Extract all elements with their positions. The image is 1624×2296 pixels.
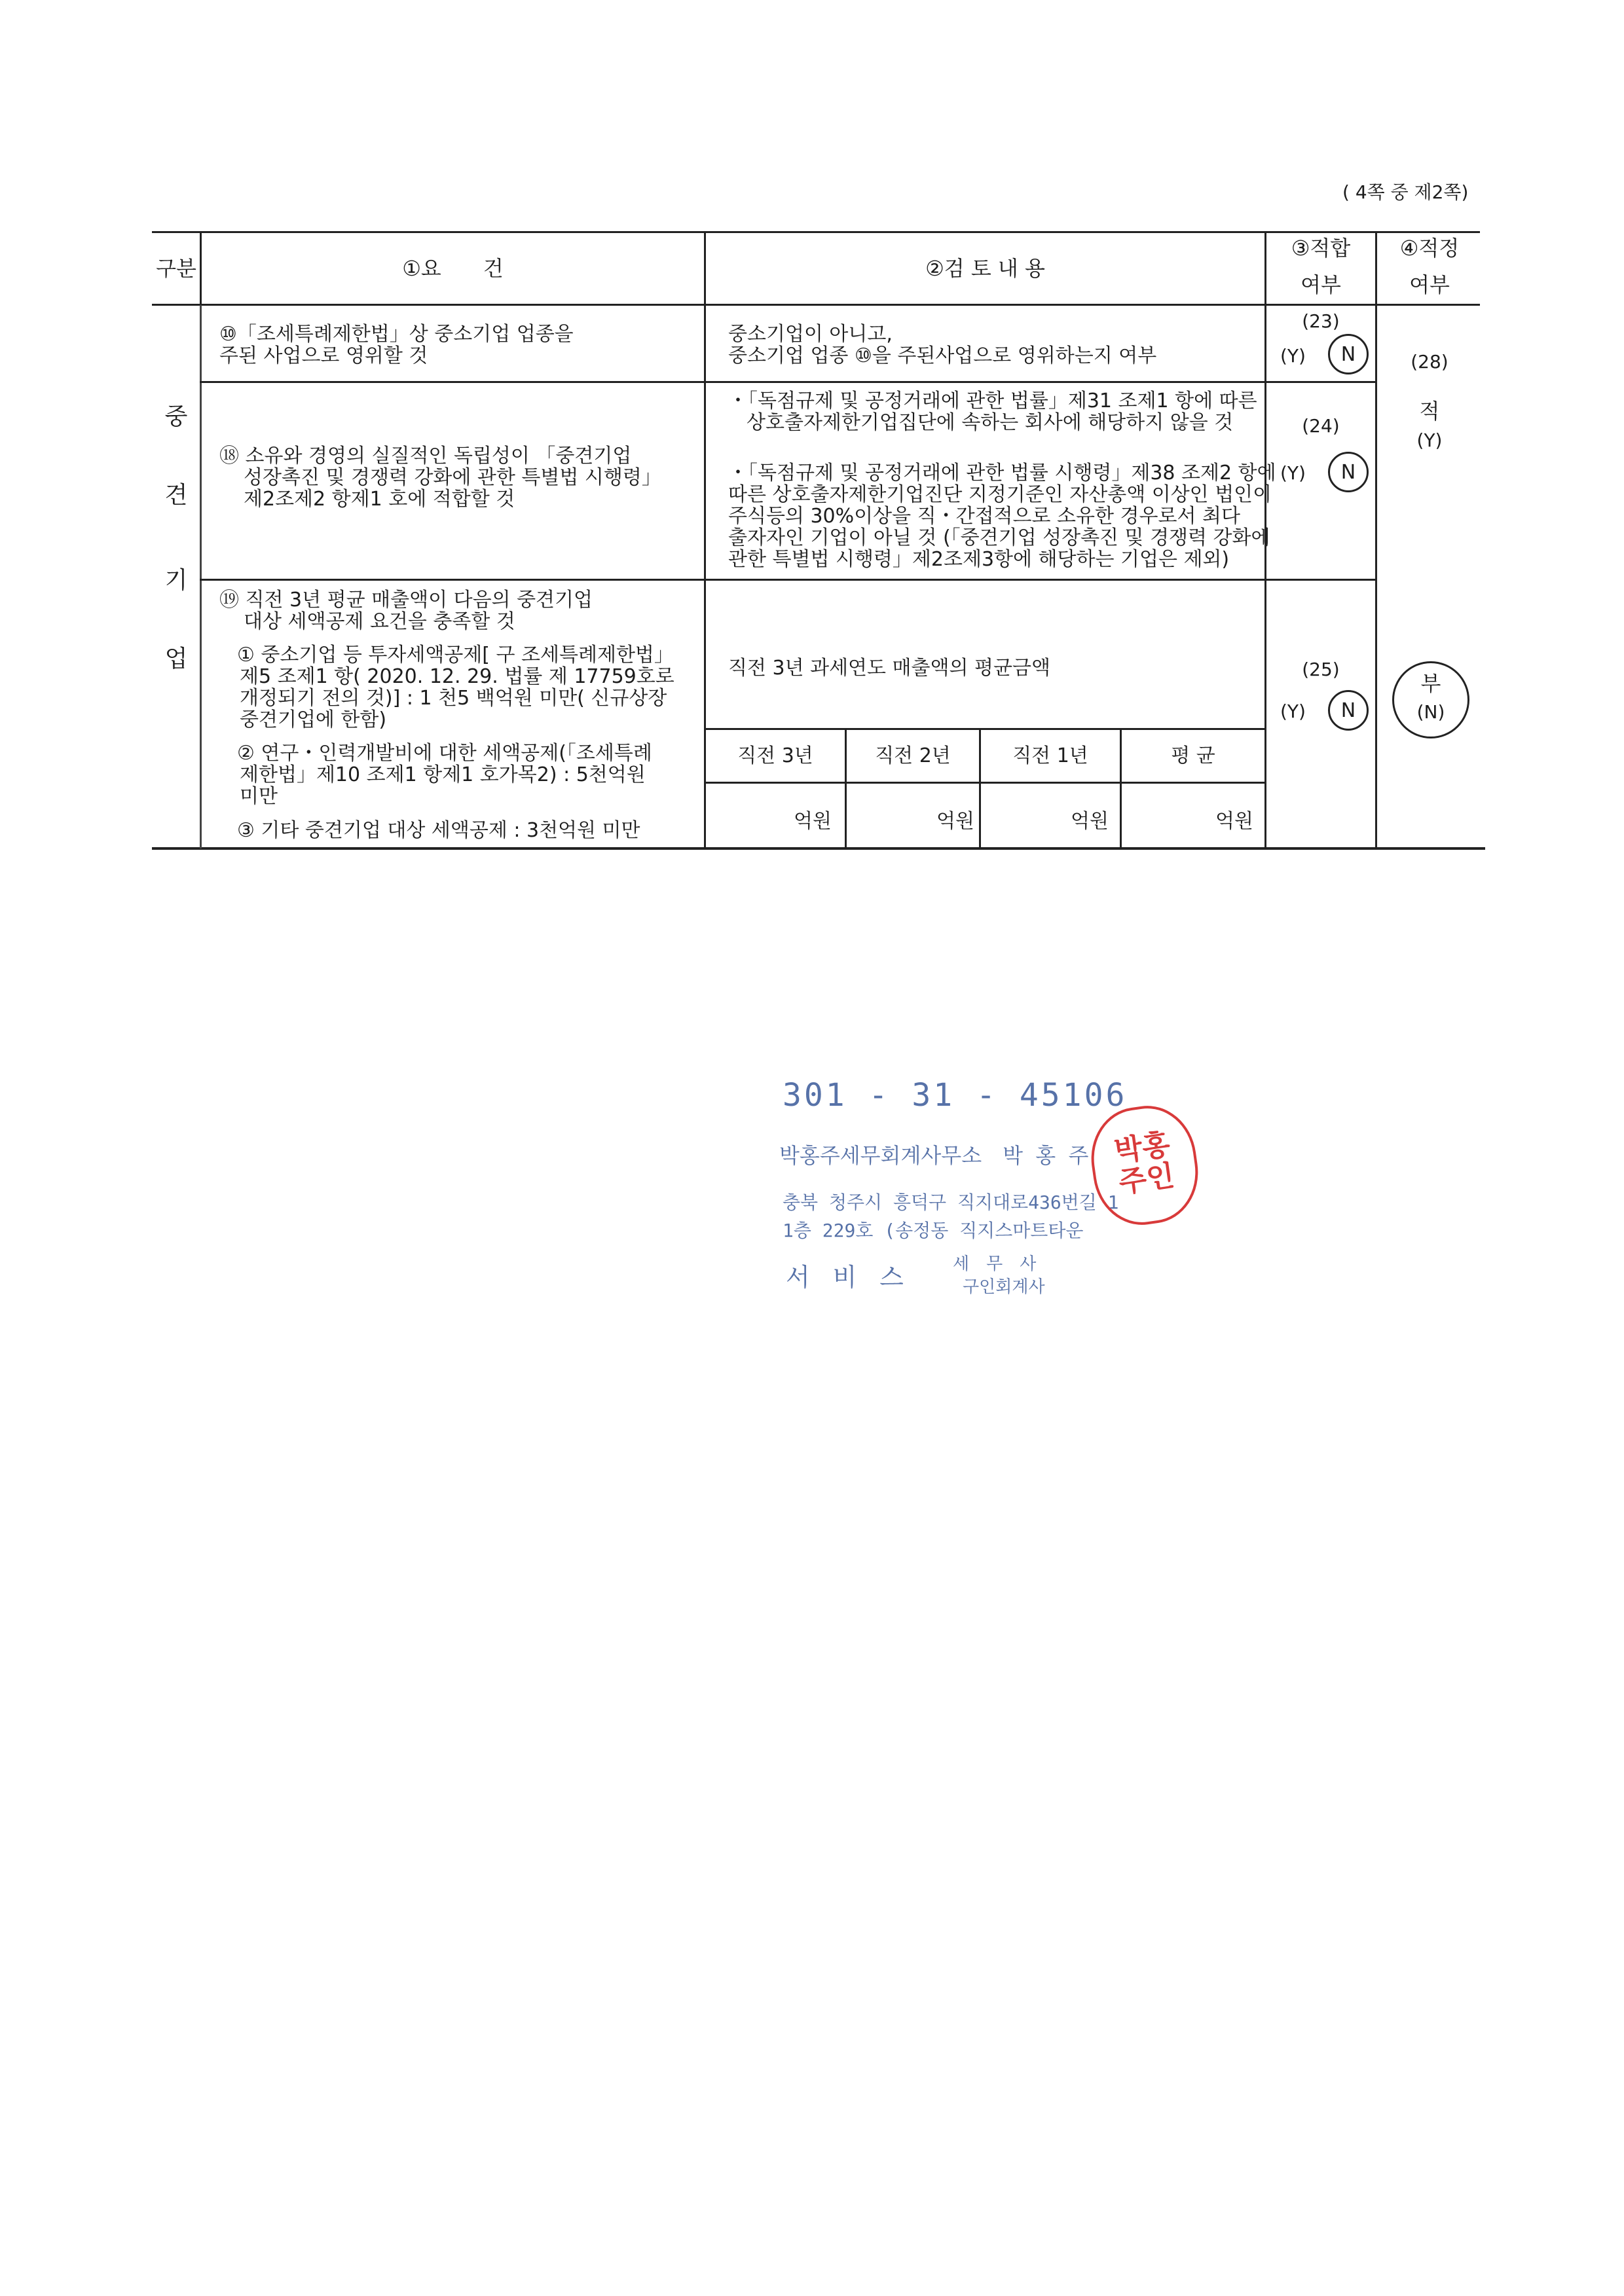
row2-fit-y: (Y) bbox=[1280, 462, 1306, 484]
proper-result-bottom: (N) bbox=[1416, 701, 1445, 723]
header-proper-line1: ④적정 bbox=[1399, 236, 1460, 261]
sub-header-1yr: 직전 1년 bbox=[1012, 744, 1088, 767]
row3-sub2-line: 제한법」제10 조제1 항제1 호가목2) : 5천억원 bbox=[240, 763, 646, 786]
header-fit-line1: ③적합 bbox=[1291, 236, 1351, 261]
proper-result-top: 부 bbox=[1420, 671, 1441, 696]
category-char: 견 bbox=[164, 482, 188, 509]
row2-review-line: ・「독점규제 및 공정거래에 관한 법률」제31 조제1 항에 따른 bbox=[728, 390, 1257, 412]
sub-header-avg: 평 균 bbox=[1171, 744, 1215, 767]
row2-review-line: 관한 특별법 시행령」제2조제3항에 해당하는 기업은 제외) bbox=[728, 548, 1230, 571]
row3-requirement-line: ⑲ 직전 3년 평균 매출액이 다음의 중견기업 bbox=[219, 589, 593, 611]
category-char: 업 bbox=[164, 646, 188, 672]
header-bottom-border bbox=[152, 304, 1480, 306]
stamp-address-line1: 충북 청주시 흥덕구 직지대로436번길 1 bbox=[783, 1192, 1119, 1213]
header-category: 구분 bbox=[156, 256, 196, 281]
seal-stamp: 박홍 주인 bbox=[1084, 1100, 1204, 1231]
category-char: 중 bbox=[164, 403, 188, 430]
category-char: 기 bbox=[164, 567, 188, 594]
row3-sub1-line: 중견기업에 한함) bbox=[240, 708, 387, 731]
row1-fit-y: (Y) bbox=[1280, 345, 1306, 367]
row3-requirement-line: 대상 세액공제 요건을 충족할 것 bbox=[244, 610, 515, 633]
stamp-reg-number: 301 - 31 - 45106 bbox=[783, 1077, 1128, 1114]
sub-value-3yr: 억원 bbox=[794, 810, 832, 833]
row2-review-line: ・「독점규제 및 공정거래에 관한 법률 시행령」제38 조제2 항에 bbox=[728, 462, 1276, 484]
row3-fit-n-circled: N bbox=[1328, 690, 1369, 731]
row2-requirement-line: 성장촉진 및 경쟁력 강화에 관한 특별법 시행령」 bbox=[244, 466, 661, 489]
row3-sub3-line: ③ 기타 중견기업 대상 세액공제 : 3천억원 미만 bbox=[237, 819, 640, 842]
row2-review-line: 따른 상호출자제한기업진단 지정기준인 자산총액 이상인 법인이 bbox=[728, 483, 1272, 506]
sub-value-2yr: 억원 bbox=[936, 810, 974, 833]
table-bottom-border bbox=[152, 847, 1485, 850]
row2-requirement-line: 제2조제2 항제1 호에 적합할 것 bbox=[244, 488, 515, 511]
header-review: ②검 토 내 용 bbox=[925, 256, 1045, 281]
row3-sub1-line: ① 중소기업 등 투자세액공제[ 구 조세특례제한법」 bbox=[237, 644, 674, 666]
row2-fit-number: (24) bbox=[1302, 415, 1340, 437]
row1-fit-n-circled: N bbox=[1328, 334, 1369, 374]
proper-y: (Y) bbox=[1416, 429, 1443, 451]
sub-header-2yr: 직전 2년 bbox=[875, 744, 951, 767]
row2-review-line: 상호출자제한기업집단에 속하는 회사에 해당하지 않을 것 bbox=[747, 411, 1234, 434]
row2-review-line: 출자자인 기업이 아닐 것 (「중견기업 성장촉진 및 경쟁력 강화에 bbox=[728, 526, 1270, 549]
row1-requirement-line: 주된 사업으로 영위할 것 bbox=[219, 344, 428, 367]
header-proper-line2: 여부 bbox=[1409, 272, 1450, 297]
row1-review-line: 중소기업 업종 ⑩을 주된사업으로 영위하는지 여부 bbox=[728, 344, 1157, 367]
row3-fit-number: (25) bbox=[1302, 659, 1340, 680]
row3-sub1-line: 제5 조제1 항( 2020. 12. 29. 법률 제 17759호로 bbox=[240, 665, 674, 688]
proper-result-circle bbox=[1392, 661, 1469, 738]
row3-sub2-line: 미만 bbox=[240, 785, 278, 808]
stamp-service-left: 서 비 스 bbox=[786, 1263, 908, 1292]
sub-value-avg: 억원 bbox=[1215, 810, 1253, 833]
row3-review-text: 직전 3년 과세연도 매출액의 평균금액 bbox=[728, 657, 1050, 680]
header-requirement: ①요 건 bbox=[402, 256, 504, 281]
page-info: ( 4쪽 중 제2쪽) bbox=[1342, 181, 1469, 203]
row1-requirement-line: ⑩「조세특례제한법」상 중소기업 업종을 bbox=[219, 323, 574, 346]
row3-sub2-line: ② 연구・인력개발비에 대한 세액공제(「조세특례 bbox=[237, 742, 652, 765]
sub-value-1yr: 억원 bbox=[1071, 810, 1109, 833]
row2-review-line: 주식등의 30%이상을 직・간접적으로 소유한 경우로서 최다 bbox=[728, 505, 1240, 528]
row2-fit-n-circled: N bbox=[1328, 452, 1369, 492]
row3-sub1-line: 개정되기 전의 것)] : 1 천5 백억원 미만( 신규상장 bbox=[240, 687, 667, 710]
sub-header-3yr: 직전 3년 bbox=[737, 744, 813, 767]
row1-review-line: 중소기업이 아니고, bbox=[728, 323, 893, 346]
stamp-office-line: 박홍주세무회계사무소 박 홍 주 bbox=[779, 1143, 1089, 1168]
stamp-address-line2: 1층 229호 (송정동 직지스마트타운 bbox=[783, 1220, 1084, 1241]
proper-number: (28) bbox=[1411, 351, 1449, 373]
table-top-border bbox=[152, 231, 1480, 233]
row1-fit-number: (23) bbox=[1302, 310, 1340, 332]
row2-requirement-line: ⑱ 소유와 경영의 실질적인 독립성이 「중견기업 bbox=[219, 445, 632, 467]
row3-fit-y: (Y) bbox=[1280, 701, 1306, 722]
header-fit-line2: 여부 bbox=[1301, 272, 1341, 297]
stamp-service-sub: 구인회계사 bbox=[963, 1277, 1045, 1297]
stamp-service-right: 세 무 사 bbox=[953, 1254, 1037, 1274]
proper-text: 적 bbox=[1419, 399, 1440, 424]
